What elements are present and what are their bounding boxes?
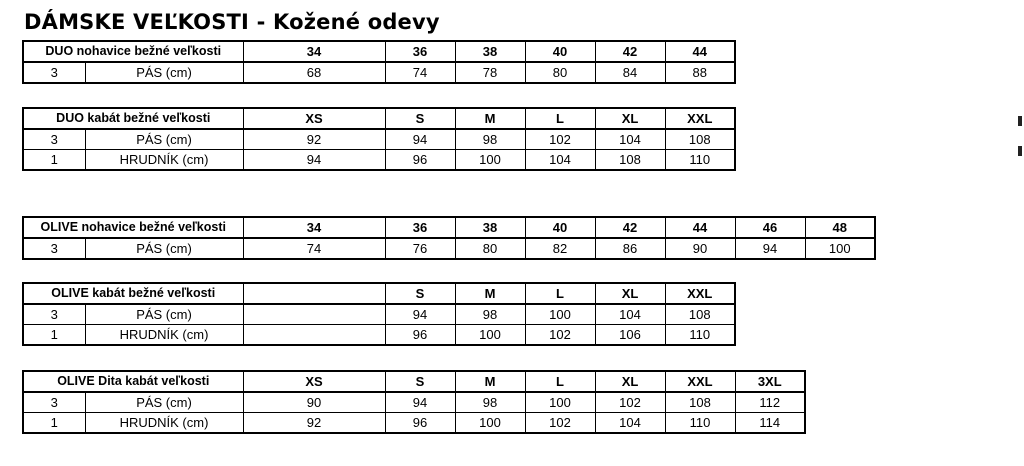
size-header-cell: XXL	[665, 108, 735, 129]
table-row	[23, 304, 735, 325]
value-cell: 102	[525, 325, 595, 346]
row-label-cell: HRUDNÍK (cm)	[85, 413, 243, 434]
table-row	[23, 238, 875, 259]
value-cell: 74	[385, 62, 455, 83]
value-cell: 114	[735, 413, 805, 434]
value-cell: 98	[455, 129, 525, 150]
size-header-cell: XS	[243, 108, 385, 129]
value-cell: 94	[385, 392, 455, 413]
size-header-cell: S	[385, 108, 455, 129]
size-header-cell: M	[455, 283, 525, 304]
size-header-cell: M	[455, 371, 525, 392]
value-cell: 86	[595, 238, 665, 259]
value-cell: 102	[525, 413, 595, 434]
row-label-cell: PÁS (cm)	[85, 129, 243, 150]
row-code-cell: 1	[23, 150, 85, 171]
table-row	[23, 392, 805, 413]
value-cell: 92	[243, 413, 385, 434]
value-cell: 96	[385, 413, 455, 434]
row-label-cell: PÁS (cm)	[85, 304, 243, 325]
size-table	[22, 216, 876, 260]
size-header-cell: M	[455, 108, 525, 129]
size-header-cell: 36	[385, 41, 455, 62]
value-cell: 74	[243, 238, 385, 259]
value-cell: 94	[243, 150, 385, 171]
table-row	[23, 129, 735, 150]
value-cell: 108	[595, 150, 665, 171]
value-cell: 94	[735, 238, 805, 259]
edge-mark	[1018, 146, 1022, 156]
size-header-cell: 34	[243, 41, 385, 62]
row-label-cell: PÁS (cm)	[85, 238, 243, 259]
value-cell: 100	[455, 413, 525, 434]
value-cell: 102	[595, 392, 665, 413]
size-header-cell: 40	[525, 41, 595, 62]
row-code-cell: 1	[23, 413, 85, 434]
size-header-cell	[243, 283, 385, 304]
size-header-cell: L	[525, 283, 595, 304]
size-header-cell: XXL	[665, 371, 735, 392]
value-cell: 98	[455, 392, 525, 413]
size-header-cell: XL	[595, 283, 665, 304]
size-header-cell: XL	[595, 371, 665, 392]
table-header-row	[23, 283, 735, 304]
edge-mark	[1018, 116, 1022, 126]
value-cell: 80	[455, 238, 525, 259]
size-header-cell: S	[385, 371, 455, 392]
size-header-cell: 48	[805, 217, 875, 238]
table-row	[23, 62, 735, 83]
size-header-cell: L	[525, 371, 595, 392]
size-header-cell: L	[525, 108, 595, 129]
value-cell	[243, 304, 385, 325]
table-title: OLIVE Dita kabát veľkosti	[23, 371, 243, 392]
table-title: DUO nohavice bežné veľkosti	[23, 41, 243, 62]
row-code-cell: 3	[23, 238, 85, 259]
row-label-cell: PÁS (cm)	[85, 62, 243, 83]
value-cell: 76	[385, 238, 455, 259]
value-cell: 94	[385, 129, 455, 150]
size-header-cell: 44	[665, 217, 735, 238]
size-header-cell: XXL	[665, 283, 735, 304]
size-table	[22, 282, 736, 346]
table-header-row	[23, 217, 875, 238]
row-label-cell: PÁS (cm)	[85, 392, 243, 413]
row-label-cell: HRUDNÍK (cm)	[85, 150, 243, 171]
table-row	[23, 413, 805, 434]
size-header-cell: 46	[735, 217, 805, 238]
row-code-cell: 3	[23, 62, 85, 83]
value-cell: 100	[455, 325, 525, 346]
row-code-cell: 1	[23, 325, 85, 346]
value-cell: 108	[665, 129, 735, 150]
table-title: OLIVE nohavice bežné veľkosti	[23, 217, 243, 238]
size-table	[22, 40, 736, 84]
value-cell: 100	[455, 150, 525, 171]
value-cell: 104	[525, 150, 595, 171]
size-header-cell: 38	[455, 41, 525, 62]
value-cell: 92	[243, 129, 385, 150]
value-cell: 100	[525, 392, 595, 413]
table-header-row	[23, 371, 805, 392]
value-cell: 82	[525, 238, 595, 259]
size-header-cell: 40	[525, 217, 595, 238]
value-cell: 104	[595, 129, 665, 150]
value-cell: 104	[595, 413, 665, 434]
value-cell: 90	[243, 392, 385, 413]
value-cell: 78	[455, 62, 525, 83]
table-title: OLIVE kabát bežné veľkosti	[23, 283, 243, 304]
value-cell: 100	[525, 304, 595, 325]
size-header-cell: XL	[595, 108, 665, 129]
size-table	[22, 370, 806, 434]
size-header-cell: 42	[595, 41, 665, 62]
table-row	[23, 150, 735, 171]
value-cell: 88	[665, 62, 735, 83]
row-code-cell: 3	[23, 129, 85, 150]
size-header-cell: 36	[385, 217, 455, 238]
value-cell: 110	[665, 150, 735, 171]
page-title: DÁMSKE VEĽKOSTI - Kožené odevy	[24, 10, 440, 34]
size-header-cell: 44	[665, 41, 735, 62]
row-label-cell: HRUDNÍK (cm)	[85, 325, 243, 346]
value-cell: 96	[385, 150, 455, 171]
table-header-row	[23, 41, 735, 62]
size-header-cell: 3XL	[735, 371, 805, 392]
value-cell: 110	[665, 325, 735, 346]
row-code-cell: 3	[23, 392, 85, 413]
value-cell: 96	[385, 325, 455, 346]
value-cell: 106	[595, 325, 665, 346]
size-header-cell: XS	[243, 371, 385, 392]
table-header-row	[23, 108, 735, 129]
table-row	[23, 325, 735, 346]
size-header-cell: 34	[243, 217, 385, 238]
value-cell: 100	[805, 238, 875, 259]
value-cell: 104	[595, 304, 665, 325]
value-cell: 108	[665, 304, 735, 325]
size-header-cell: 42	[595, 217, 665, 238]
value-cell: 90	[665, 238, 735, 259]
value-cell: 94	[385, 304, 455, 325]
value-cell: 108	[665, 392, 735, 413]
value-cell: 102	[525, 129, 595, 150]
value-cell: 68	[243, 62, 385, 83]
size-header-cell: 38	[455, 217, 525, 238]
size-header-cell: S	[385, 283, 455, 304]
size-table	[22, 107, 736, 171]
value-cell	[243, 325, 385, 346]
value-cell: 112	[735, 392, 805, 413]
value-cell: 110	[665, 413, 735, 434]
value-cell: 98	[455, 304, 525, 325]
row-code-cell: 3	[23, 304, 85, 325]
table-title: DUO kabát bežné veľkosti	[23, 108, 243, 129]
value-cell: 80	[525, 62, 595, 83]
value-cell: 84	[595, 62, 665, 83]
